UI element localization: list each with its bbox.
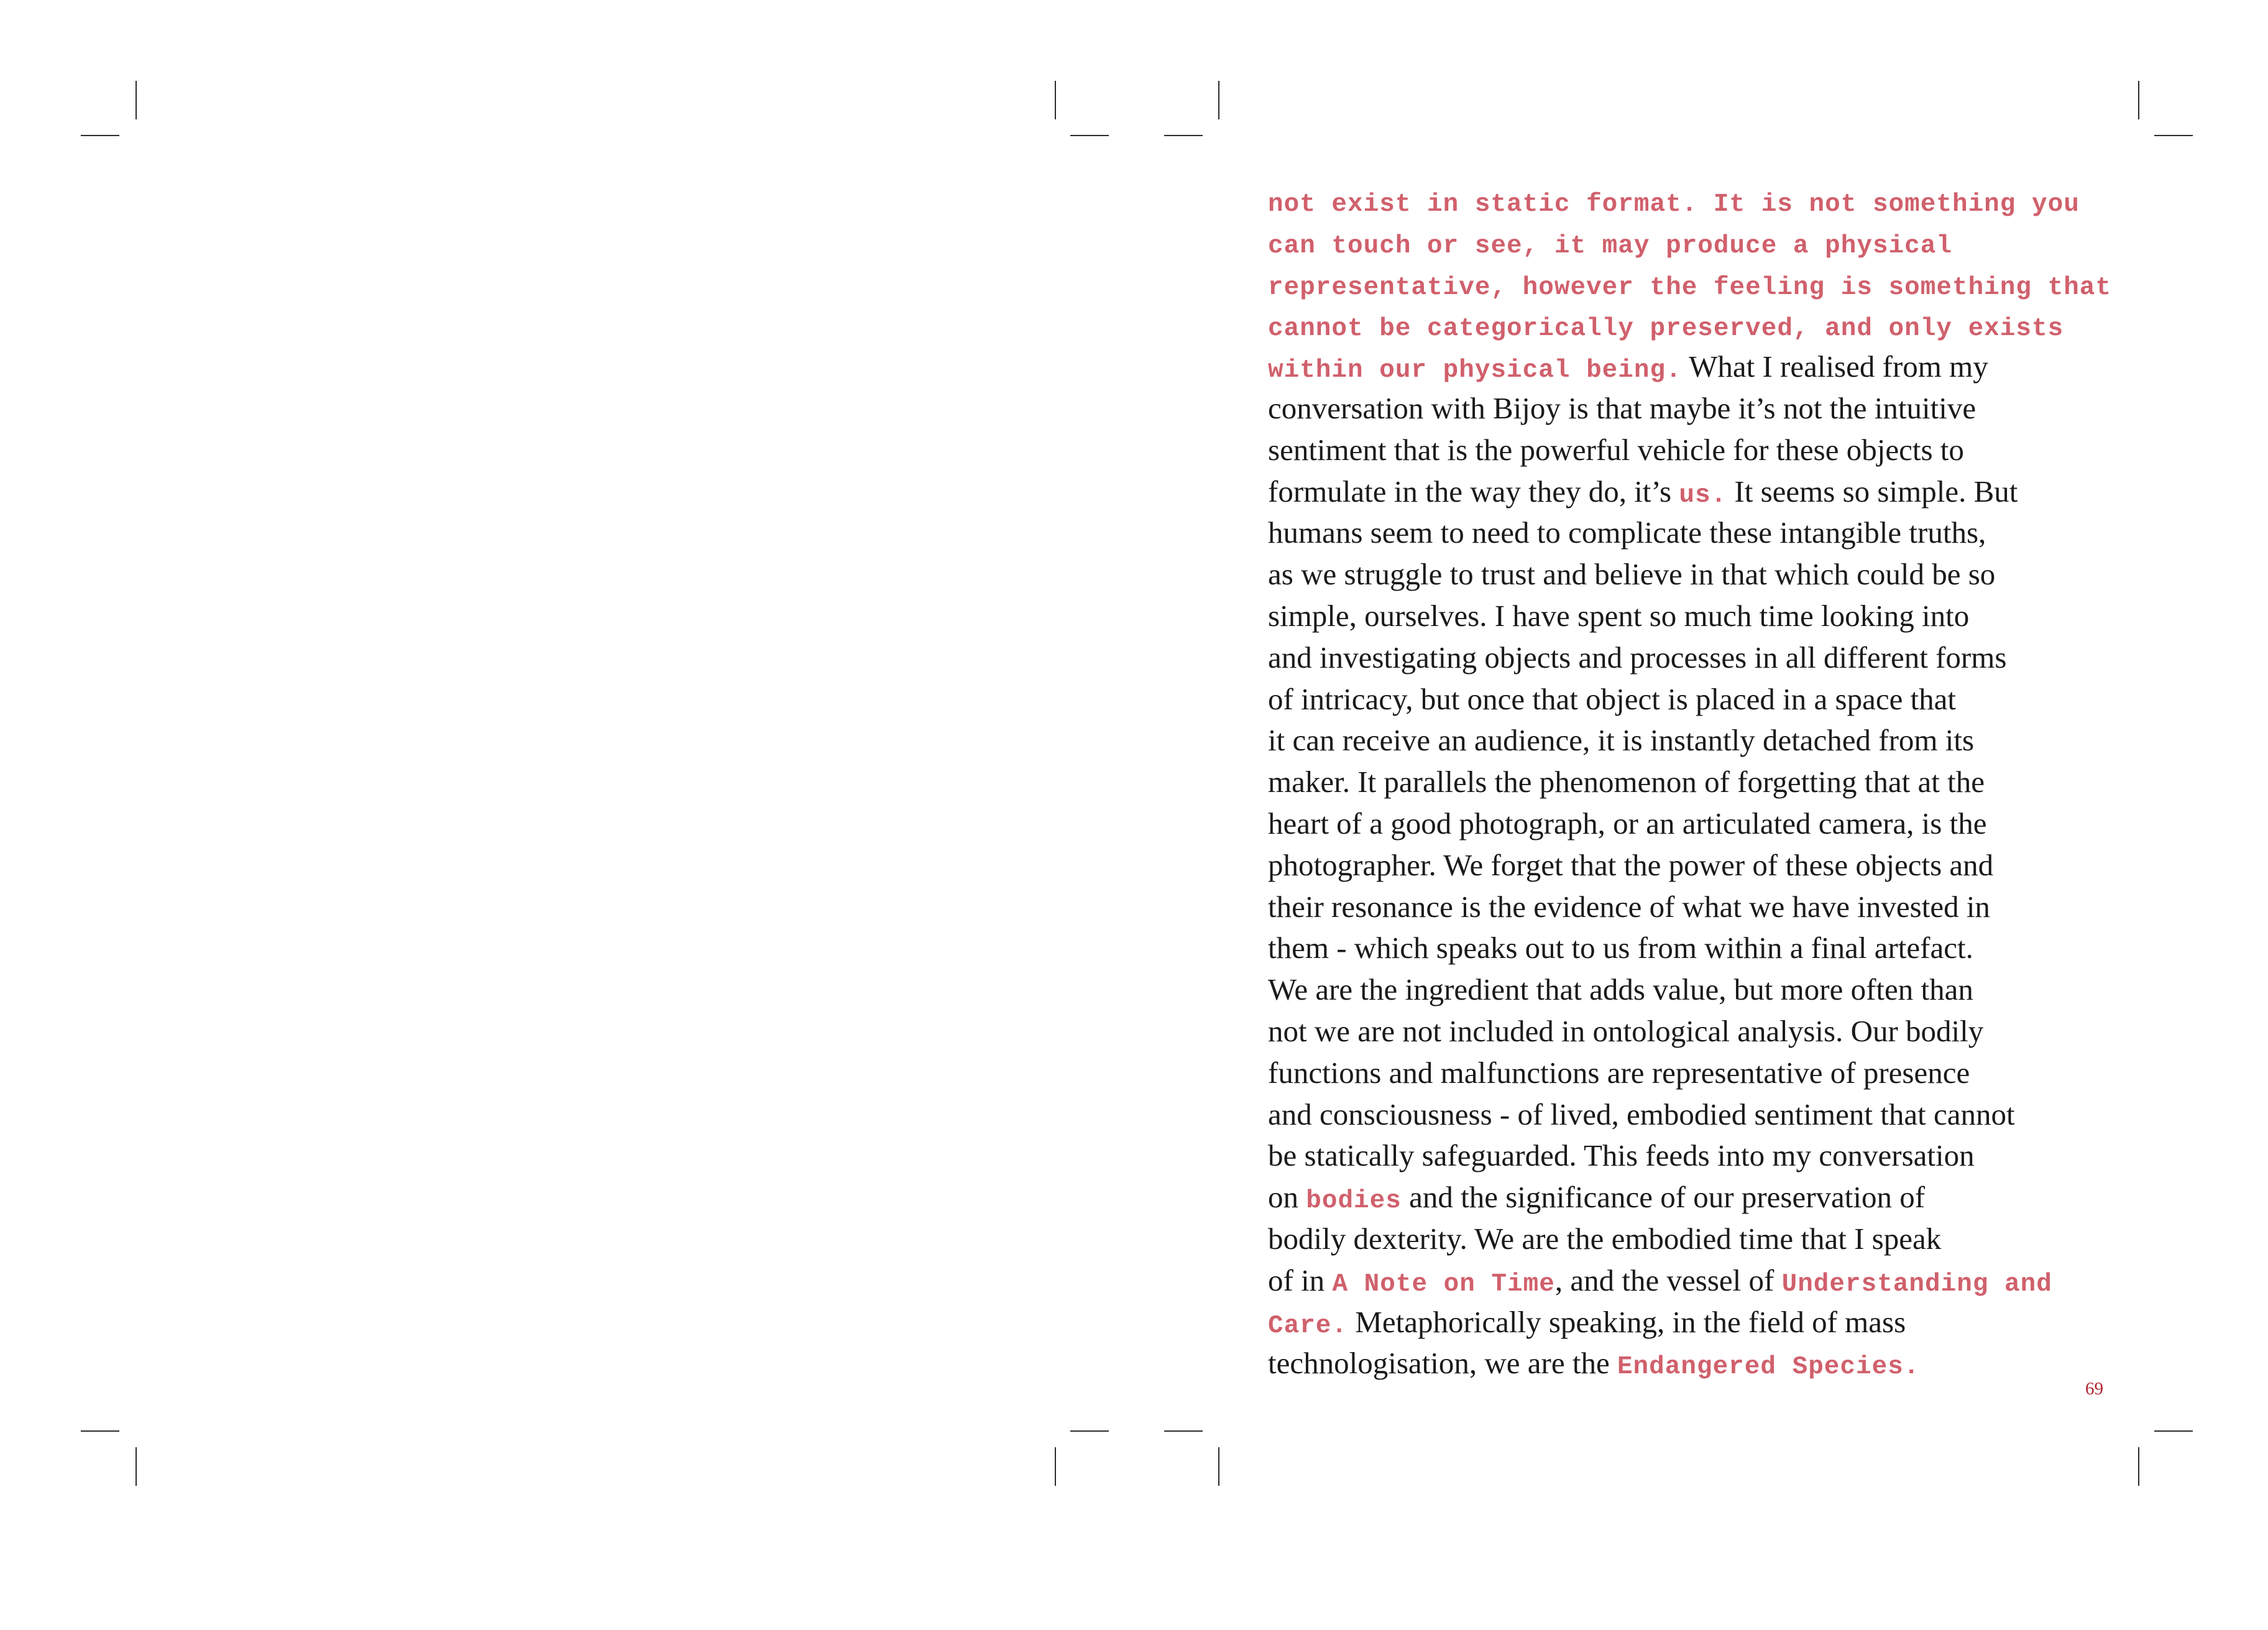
- crop-mark: [135, 81, 137, 119]
- serif-text: bodily dexterity. We are the embodied time that I speak: [1268, 1221, 1942, 1256]
- text-line: [1268, 512, 2095, 554]
- serif-text: their resonance is the evidence of what we have invested in: [1268, 889, 1990, 924]
- text-line: [1268, 637, 2095, 679]
- text-line: [1268, 1260, 2095, 1302]
- typewritten-text: A Note on Time: [1332, 1269, 1555, 1299]
- text-line: [1268, 264, 2112, 305]
- serif-text: them - which speaks out to us from within a final artefact.: [1268, 931, 1973, 965]
- text-line: [1268, 762, 2095, 803]
- serif-text: of in: [1268, 1263, 1333, 1297]
- typewritten-text: within our physical being.: [1268, 356, 1682, 385]
- typewritten-text: Endangered Species.: [1617, 1353, 1920, 1382]
- text-line: [1268, 720, 2095, 762]
- serif-text: be statically safeguarded. This feeds into my conversation: [1268, 1138, 1975, 1173]
- text-line: [1268, 1094, 2095, 1136]
- text-line: [1268, 1218, 2095, 1260]
- serif-text: Metaphorically speaking, in the field of mass: [1347, 1304, 1906, 1339]
- serif-text: It seems so simple. But: [1727, 474, 2018, 509]
- serif-text: What I realised from my: [1681, 349, 1988, 384]
- serif-text: it can receive an audience, it is instantly detached from its: [1268, 723, 1975, 758]
- serif-text: maker. It parallels the phenomenon of forgetting that at the: [1268, 765, 1985, 799]
- text-line: [1268, 679, 2095, 721]
- page-number: 69: [2085, 1379, 2103, 1399]
- crop-mark: [1070, 135, 1109, 136]
- serif-text: and investigating objects and processes in all different forms: [1268, 640, 2007, 675]
- text-line: [1268, 803, 2095, 845]
- crop-mark: [2154, 135, 2193, 136]
- serif-text: functions and malfunctions are representative of presence: [1268, 1055, 1970, 1090]
- serif-text: technologisation, we are the: [1268, 1346, 1617, 1381]
- serif-text: formulate in the way they do, it’s: [1268, 474, 1679, 509]
- serif-text: conversation with Bijoy is that maybe it’s not the intuitive: [1268, 390, 1976, 425]
- typewritten-text: Care.: [1268, 1311, 1348, 1340]
- serif-text: sentiment that is the powerful vehicle for these objects to: [1268, 432, 1964, 467]
- crop-mark: [1164, 135, 1203, 136]
- crop-mark: [1218, 81, 1219, 119]
- serif-text: photographer. We forget that the power of these objects and: [1268, 847, 1994, 882]
- text-line: [1268, 554, 2095, 596]
- crop-mark: [1055, 81, 1056, 119]
- crop-mark: [2154, 1430, 2193, 1432]
- text-line: [1268, 596, 2095, 637]
- serif-text: as we struggle to trust and believe in that which could be so: [1268, 557, 1996, 592]
- text-line: [1268, 1177, 2095, 1218]
- text-line: [1268, 886, 2095, 928]
- text-line: [1268, 1343, 2095, 1384]
- serif-text: and the significance of our preservation of: [1401, 1180, 1926, 1215]
- crop-mark: [81, 1430, 119, 1432]
- text-line: [1268, 1052, 2095, 1094]
- typewritten-text: us.: [1679, 481, 1727, 510]
- text-line: [1268, 222, 2095, 264]
- text-line: [1268, 430, 2095, 471]
- crop-mark: [1070, 1430, 1109, 1432]
- crop-mark: [1218, 1447, 1219, 1486]
- text-line: [1268, 1135, 2095, 1177]
- serif-text: simple, ourselves. I have spent so much time looking into: [1268, 598, 1970, 633]
- body-text: [1268, 180, 2112, 1384]
- text-line: [1268, 1011, 2095, 1052]
- crop-mark: [1055, 1447, 1056, 1486]
- crop-mark: [81, 135, 119, 136]
- typewritten-text: can touch or see, it may produce a physical: [1268, 231, 1952, 260]
- crop-mark: [2138, 1447, 2139, 1486]
- typewritten-text: bodies: [1306, 1187, 1402, 1216]
- text-line: [1268, 928, 2095, 969]
- serif-text: on: [1268, 1180, 1306, 1215]
- typewritten-text: not exist in static format. It is not something you: [1268, 190, 2080, 219]
- typewritten-text: cannot be categorically preserved, and only exists: [1268, 315, 2064, 344]
- crop-mark: [2138, 81, 2139, 119]
- text-line: [1268, 346, 2095, 388]
- serif-text: heart of a good photograph, or an articulated camera, is the: [1268, 806, 1987, 840]
- serif-text: We are the ingredient that adds value, but more often than: [1268, 972, 1973, 1007]
- text-line: [1268, 388, 2095, 430]
- text-line: [1268, 1302, 2095, 1343]
- text-line: [1268, 305, 2095, 346]
- serif-text: and consciousness - of lived, embodied sentiment that cannot: [1268, 1097, 2015, 1131]
- text-line: [1268, 180, 2095, 222]
- text-line: [1268, 845, 2095, 886]
- text-line: [1268, 471, 2095, 513]
- serif-text: humans seem to need to complicate these intangible truths,: [1268, 515, 1986, 550]
- typewritten-text: representative, however the feeling is something that: [1268, 273, 2112, 302]
- crop-mark: [135, 1447, 137, 1486]
- typewritten-text: Understanding and: [1781, 1269, 2052, 1299]
- serif-text: , and the vessel of: [1554, 1263, 1782, 1297]
- text-line: [1268, 969, 2095, 1011]
- serif-text: not we are not included in ontological analysis. Our bodily: [1268, 1013, 1984, 1048]
- serif-text: of intricacy, but once that object is placed in a space that: [1268, 681, 1957, 716]
- crop-mark: [1164, 1430, 1203, 1432]
